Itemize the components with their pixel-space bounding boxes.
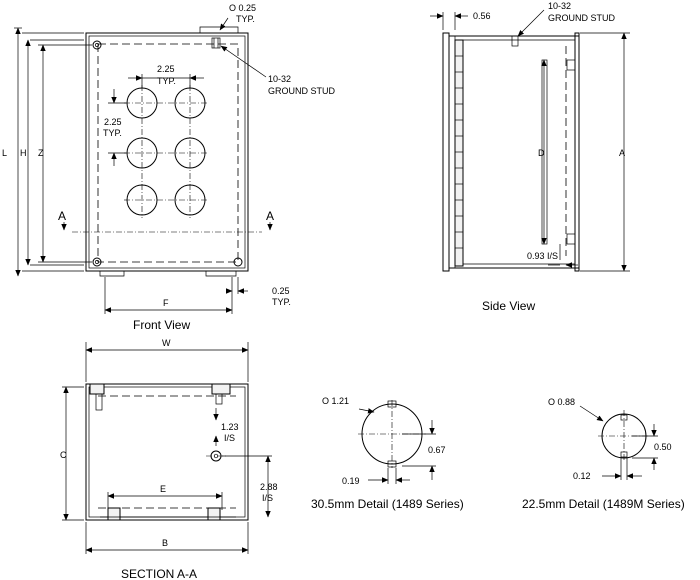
section-dim-C: C <box>60 450 67 460</box>
side-dim-D: D <box>538 148 545 158</box>
section-dim-B: B <box>162 538 169 548</box>
section-dim-1-is: I/S <box>224 433 236 443</box>
detail-30mm <box>311 396 464 511</box>
detail-30mm-dia: O 1.21 <box>322 396 350 406</box>
dim-H: H <box>20 148 27 158</box>
ground-stud <box>212 38 220 48</box>
front-view-caption: Front View <box>133 318 191 332</box>
section-marker-left: A <box>58 209 67 223</box>
section-marker-right: A <box>266 209 275 223</box>
stud-label: GROUND STUD <box>268 86 335 96</box>
detail-22mm-w: 0.12 <box>573 471 591 481</box>
stud-size: 10-32 <box>268 74 292 84</box>
section-caption: SECTION A-A <box>121 567 198 580</box>
knockout-holes <box>124 85 208 218</box>
dim-spacing-v: 2.25 <box>104 117 122 127</box>
detail-22mm-dia: O 0.88 <box>548 397 576 407</box>
dim-top-hole: O 0.25 <box>229 3 257 13</box>
side-view <box>430 1 630 313</box>
side-dim-bottom: 0.93 I/S <box>527 251 559 261</box>
side-stud-size: 10-32 <box>548 1 572 11</box>
detail-22mm <box>522 397 685 511</box>
dim-F: F <box>163 298 169 308</box>
section-outline <box>86 384 248 520</box>
side-stud-label: GROUND STUD <box>548 13 615 23</box>
section-view <box>60 338 278 580</box>
dim-L: L <box>2 148 8 158</box>
side-dim-top: 0.56 <box>473 11 491 21</box>
side-body-outline <box>575 33 579 271</box>
detail-30mm-caption: 30.5mm Detail (1489 Series) <box>311 497 464 511</box>
detail-22mm-h: 0.50 <box>654 442 672 452</box>
dim-top-hole-typ: TYP. <box>236 14 255 24</box>
section-dim-W: W <box>162 338 171 348</box>
detail-22mm-caption: 22.5mm Detail (1489M Series) <box>522 497 685 511</box>
detail-30mm-h: 0.67 <box>428 445 446 455</box>
corner-screw <box>93 41 101 49</box>
detail-30mm-w: 0.19 <box>342 476 360 486</box>
side-view-caption: Side View <box>482 299 536 313</box>
hinge <box>455 40 463 266</box>
dim-bottom-typ: TYP. <box>272 297 291 307</box>
section-dim-1: 1.23 <box>221 422 239 432</box>
dim-Z: Z <box>38 148 44 158</box>
section-dim-E: E <box>160 484 167 494</box>
dim-bottom: 0.25 <box>272 286 290 296</box>
front-view <box>2 3 335 332</box>
knockout-hole <box>127 88 157 118</box>
dim-spacing-h-typ: TYP. <box>157 76 176 86</box>
side-dim-A: A <box>619 148 626 158</box>
section-dim-2: 2.88 <box>260 482 278 492</box>
dim-spacing-v-typ: TYP. <box>103 128 122 138</box>
dim-spacing-h: 2.25 <box>157 64 175 74</box>
section-dim-2-is: I/S <box>262 493 274 503</box>
